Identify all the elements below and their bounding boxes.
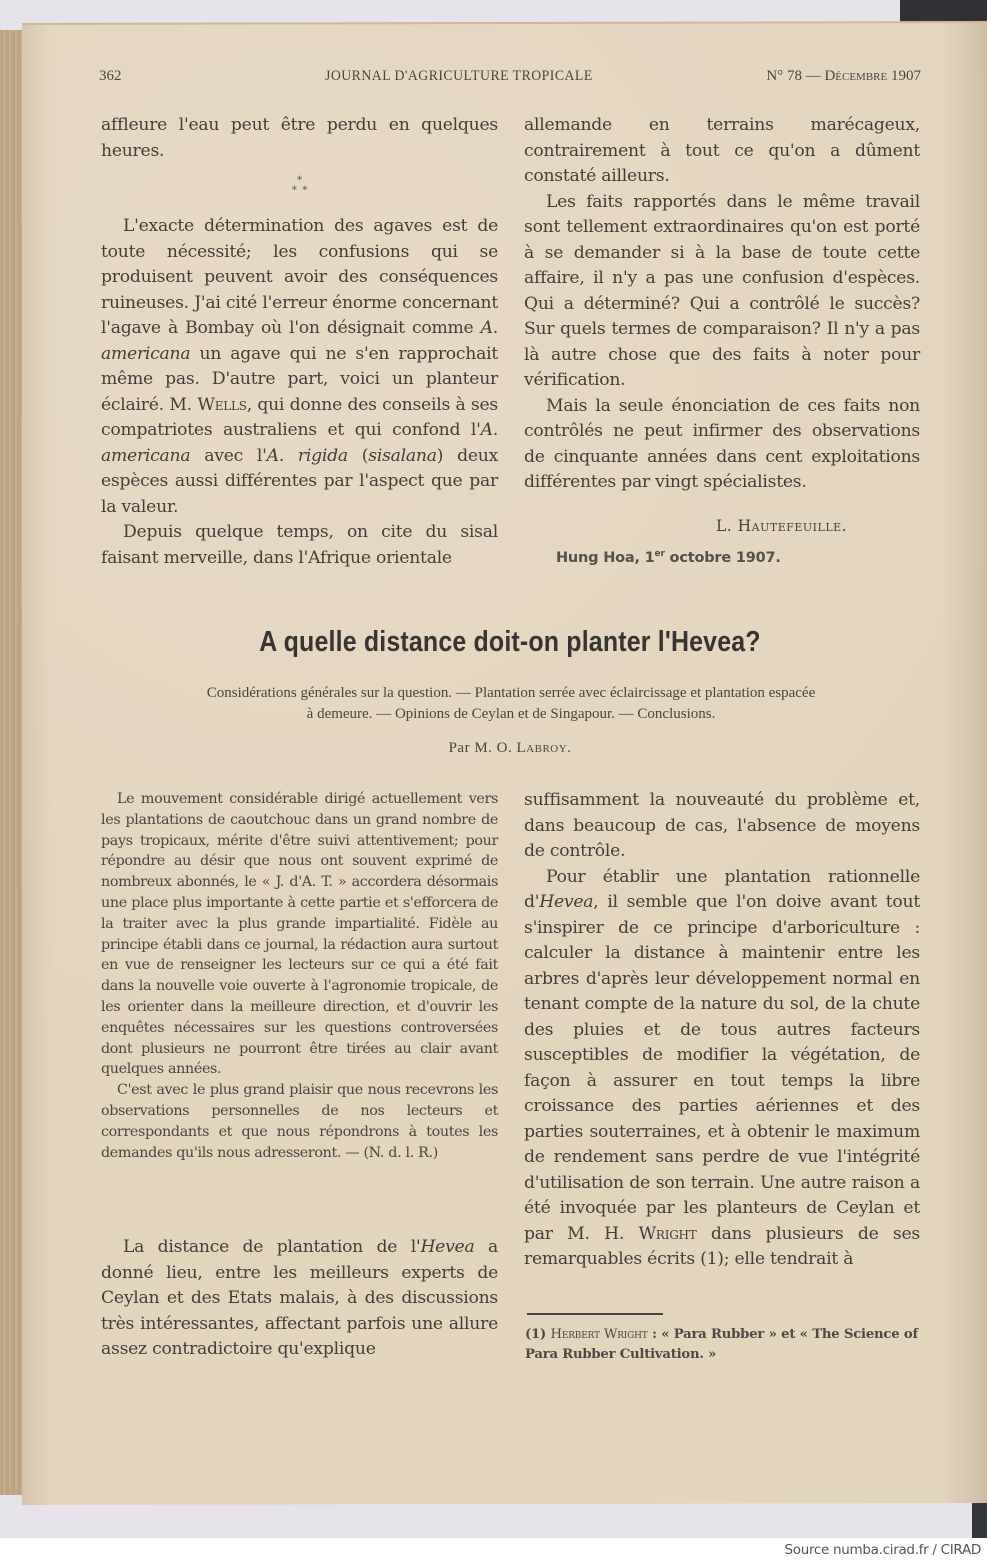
text-run: ) deux espèces aussi différentes par l'aspect que par la valeur.: [101, 445, 499, 517]
text-run: Pour établir une plantation rationnelle d': [524, 866, 920, 912]
article-subtitle: [100, 683, 922, 725]
paragraph: [524, 865, 920, 1273]
dateline: [556, 549, 781, 566]
section-separator-asterism: * * *: [291, 175, 308, 196]
previous-article-left-column: [101, 113, 498, 571]
dateline-date: octobre 1907.: [664, 549, 781, 566]
text-run: un agave qui ne s'en rapprochait même pas. D'autre part, voici un planteur éclairé. M.: [101, 343, 498, 415]
paragraph: Les faits rapportés dans le même travail sont tellement extraordinaires qu'on est porté à se demander si à la base de toute cette affaire, il n'y a pas une confusion d'espèces. Qui a déterminé? Qui a contrôlé le succès? Sur quels termes de comparaison? Il n'y a pas là autre chose que des faits à noter pour vérification.: [524, 191, 920, 390]
subtitle-line: Considérations générales sur la question. — Plantation serrée avec éclaircissage et plantation espacée: [206, 685, 816, 701]
text-run: , il semble que l'on doive avant tout s'inspirer de ce principe d'arboriculture : calculer la distance à maintenir entre les arbres d'après leur développement normal en tenant compte de la nature du sol, de la chute des pluies et de tous autres facteurs susceptibles de modifier la végétation, de façon à assurer en tout temps la libre croissance des parties aériennes et des parties souterraines, et à obtenir le maximum de rendement sans perdre de vue l'intégrité d'utilisation de son terrain. Une autre raison a été invoquée par les planteurs de Ceylan et par M. H.: [524, 892, 920, 1244]
species-name: A. rigida: [266, 445, 348, 466]
species-name: A. americana: [101, 318, 498, 364]
signature-initial: L.: [716, 517, 738, 535]
paragraph: Depuis quelque temps, on cite du sisal faisant merveille, dans l'Afrique orientale: [101, 522, 498, 568]
signature-name: Hautefeuille.: [737, 517, 848, 535]
paragraph: Mais la seule énonciation de ces faits non contrôlés ne peut infirmer des observations de cinquante années dans cent exploitations différentes par vingt spécialistes.: [524, 395, 920, 492]
editor-note: [101, 789, 498, 1163]
footnote-marker: (1): [525, 1327, 551, 1342]
previous-article-right-column: [524, 113, 920, 496]
paragraph: affleure l'eau peut être perdu en quelques heures.: [101, 115, 498, 161]
subtitle-line: à demeure. — Opinions de Ceylan et de Singapour. — Conclusions.: [306, 706, 716, 722]
person-name: Wright: [638, 1223, 697, 1244]
footnote-author: Herbert Wright: [550, 1327, 648, 1342]
dateline-place: Hung Hoa, 1: [556, 549, 655, 566]
issue-year: 1907: [887, 68, 921, 84]
running-head: [99, 68, 921, 92]
text-run: dans plusieurs de ses remarquables écrits (1); elle tendrait à: [524, 1223, 920, 1269]
text-run: L'exacte détermination des agaves est de toute nécessité; les confusions qui se produisent peuvent avoir des conséquences ruineuses. J'ai cité l'erreur énorme concernant l'agave à Bombay où l'on désignait comme: [101, 216, 498, 338]
byline-prefix: Par M. O.: [448, 740, 517, 756]
text-run: a donné lieu, entre les meilleurs experts de Ceylan et des Etats malais, à des discussions très intéressantes, affectant parfois une allure assez contradictoire qu'explique: [101, 1237, 498, 1359]
issue-month: Décembre: [824, 68, 888, 84]
article-title: A quelle distance doit-on planter l'Hevea?: [259, 626, 761, 658]
dateline-ordinal: er: [654, 549, 665, 559]
footnote-divider: [527, 1313, 663, 1315]
source-credit: Source numba.cirad.fr / CIRAD: [784, 1542, 981, 1558]
species-name: A. americana: [101, 420, 498, 466]
text-run: avec l': [190, 445, 267, 466]
author-signature: [716, 517, 847, 535]
text-run: (: [347, 445, 369, 466]
paragraph: Le mouvement considérable dirigé actuellement vers les plantations de caoutchouc dans un grand nombre de pays tropicaux, mérite d'être suivi attentivement; pour répondre au désir que nous ont souvent exprimé de nombreux abonnés, le « J. d'A. T. » accordera désormais une place plus importante à cette partie et s'efforcera de la traiter avec la plus grande impartialité. Fidèle au principe établi dans ce journal, la rédaction aura surtout en vue de renseigner les lecteurs sur ce qui a été fait dans la nouvelle voie ouverte à l'agronomie tropicale, de les orienter dans la meilleure direction, et d'ouvrir les enquêtes nécessaires sur les questions controversées dont plusieurs ne pourront être tirées au clair avant quelques années.: [101, 791, 498, 1078]
page-number: 362: [99, 68, 122, 84]
paragraph: suffisamment la nouveauté du problème et, dans beaucoup de cas, l'absence de moyens de contrôle.: [524, 790, 920, 861]
journal-title: JOURNAL D'AGRICULTURE TROPICALE: [325, 68, 593, 84]
genus-name: Hevea: [420, 1237, 475, 1257]
person-name: Wells: [197, 394, 247, 415]
text-run: La distance de plantation de l': [123, 1237, 421, 1257]
scanner-edge-top: [900, 0, 987, 22]
paragraph: allemande en terrains marécageux, contrairement à tout ce qu'on a dûment constaté ailleurs.: [524, 115, 920, 186]
article-right-column: [524, 788, 920, 1273]
issue-info: [766, 68, 921, 85]
genus-name: Hevea: [539, 892, 594, 912]
footnote: [525, 1325, 918, 1364]
author-name: Labroy.: [516, 740, 572, 756]
paragraph: C'est avec le plus grand plaisir que nous recevrons les observations personnelles de nos lecteurs et correspondants et que nous répondrons à toutes les demandes qu'ils nous adresseront. — (N. d. l. R.): [101, 1082, 498, 1161]
text-run: , qui donne des conseils à ses compatriotes australiens et qui confond l': [101, 394, 498, 440]
footnote-text: : « Para Rubber » et « The Science of Para Rubber Cultivation. »: [525, 1327, 918, 1362]
issue-number: N° 78 —: [766, 68, 825, 84]
species-name: sisalana: [368, 445, 437, 466]
paragraph: [101, 1235, 498, 1363]
paragraph: [101, 214, 498, 520]
article-byline: [90, 740, 930, 757]
article-left-column: [101, 1235, 498, 1363]
